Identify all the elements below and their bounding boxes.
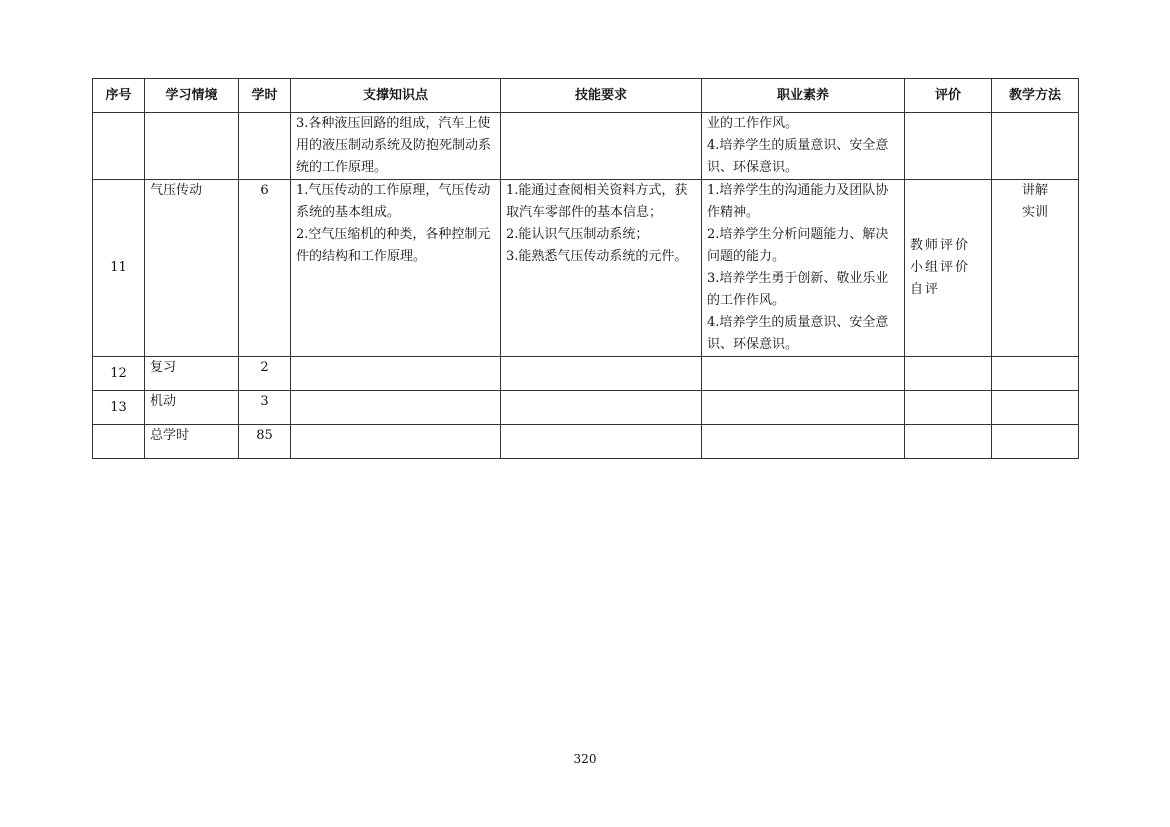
cell-knowledge — [291, 425, 501, 459]
cell-total-label: 总学时 — [145, 425, 239, 459]
cell-evaluation — [905, 391, 992, 425]
cell-evaluation — [905, 357, 992, 391]
cell-hours — [239, 113, 291, 180]
cell-evaluation — [905, 113, 992, 180]
table-row-12 — [93, 357, 1079, 391]
table-row-continuation — [93, 113, 1079, 180]
cell-situation — [145, 113, 239, 180]
literacy-item: 2.培养学生分析问题能力、解决问题的能力。 — [707, 227, 889, 264]
cell-method — [992, 113, 1079, 180]
cell-method — [992, 180, 1079, 357]
header-row — [93, 79, 1079, 113]
knowledge-item: 2.空气压缩机的种类，各种控制元件的结构和工作原理。 — [296, 227, 491, 264]
header-skills: 技能要求 — [501, 79, 702, 113]
header-method: 教学方法 — [992, 79, 1079, 113]
cell-situation: 气压传动 — [145, 180, 239, 357]
cell-skills — [501, 180, 702, 357]
literacy-item: 4.培养学生的质量意识、安全意识、环保意识。 — [707, 138, 889, 175]
header-literacy: 职业素养 — [702, 79, 905, 113]
page-number: 320 — [573, 752, 597, 766]
cell-knowledge — [291, 113, 501, 180]
table-row-13 — [93, 391, 1079, 425]
cell-number: 11 — [93, 180, 145, 357]
header-situation: 学习情境 — [145, 79, 239, 113]
cell-skills — [501, 113, 702, 180]
header-hours: 学时 — [239, 79, 291, 113]
knowledge-item: 1.气压传动的工作原理，气压传动系统的基本组成。 — [296, 183, 491, 220]
cell-literacy — [702, 425, 905, 459]
cell-total-hours: 85 — [239, 425, 291, 459]
header-number: 序号 — [93, 79, 145, 113]
literacy-item: 业的工作作风。 — [707, 116, 799, 131]
cell-method — [992, 357, 1079, 391]
skill-item: 2.能认识气压制动系统； — [506, 227, 649, 242]
cell-skills — [501, 425, 702, 459]
header-evaluation: 评价 — [905, 79, 992, 113]
table-row-11 — [93, 180, 1079, 357]
cell-evaluation — [905, 180, 992, 357]
cell-knowledge — [291, 180, 501, 357]
knowledge-item: 3.各种液压回路的组成，汽车上使用的液压制动系统及防抱死制动系统的工作原理。 — [296, 116, 492, 175]
cell-situation: 复习 — [145, 357, 239, 391]
cell-hours: 6 — [239, 180, 291, 357]
cell-number: 13 — [93, 391, 145, 425]
evaluation-item: 小组评价 — [910, 260, 971, 275]
skill-item: 3.能熟悉气压传动系统的元件。 — [506, 249, 688, 264]
table-row-total — [93, 425, 1079, 459]
cell-method — [992, 391, 1079, 425]
curriculum-table — [92, 78, 1079, 459]
cell-number — [93, 425, 145, 459]
cell-evaluation — [905, 425, 992, 459]
cell-knowledge — [291, 391, 501, 425]
cell-method — [992, 425, 1079, 459]
method-item: 讲解 — [1021, 183, 1048, 198]
cell-literacy — [702, 357, 905, 391]
literacy-item: 3.培养学生勇于创新、敬业乐业的工作作风。 — [707, 271, 889, 308]
cell-literacy — [702, 391, 905, 425]
cell-literacy — [702, 180, 905, 357]
method-item: 实训 — [1021, 205, 1048, 220]
skill-item: 1.能通过查阅相关资料方式，获取汽车零部件的基本信息； — [506, 183, 688, 220]
literacy-item: 4.培养学生的质量意识、安全意识、环保意识。 — [707, 315, 889, 352]
cell-skills — [501, 357, 702, 391]
evaluation-item: 自评 — [910, 282, 941, 297]
header-knowledge: 支撑知识点 — [291, 79, 501, 113]
cell-number: 12 — [93, 357, 145, 391]
cell-situation: 机动 — [145, 391, 239, 425]
cell-hours: 2 — [239, 357, 291, 391]
cell-skills — [501, 391, 702, 425]
cell-hours: 3 — [239, 391, 291, 425]
cell-literacy — [702, 113, 905, 180]
cell-number — [93, 113, 145, 180]
literacy-item: 1.培养学生的沟通能力及团队协作精神。 — [707, 183, 889, 220]
cell-knowledge — [291, 357, 501, 391]
evaluation-item: 教师评价 — [910, 238, 971, 253]
